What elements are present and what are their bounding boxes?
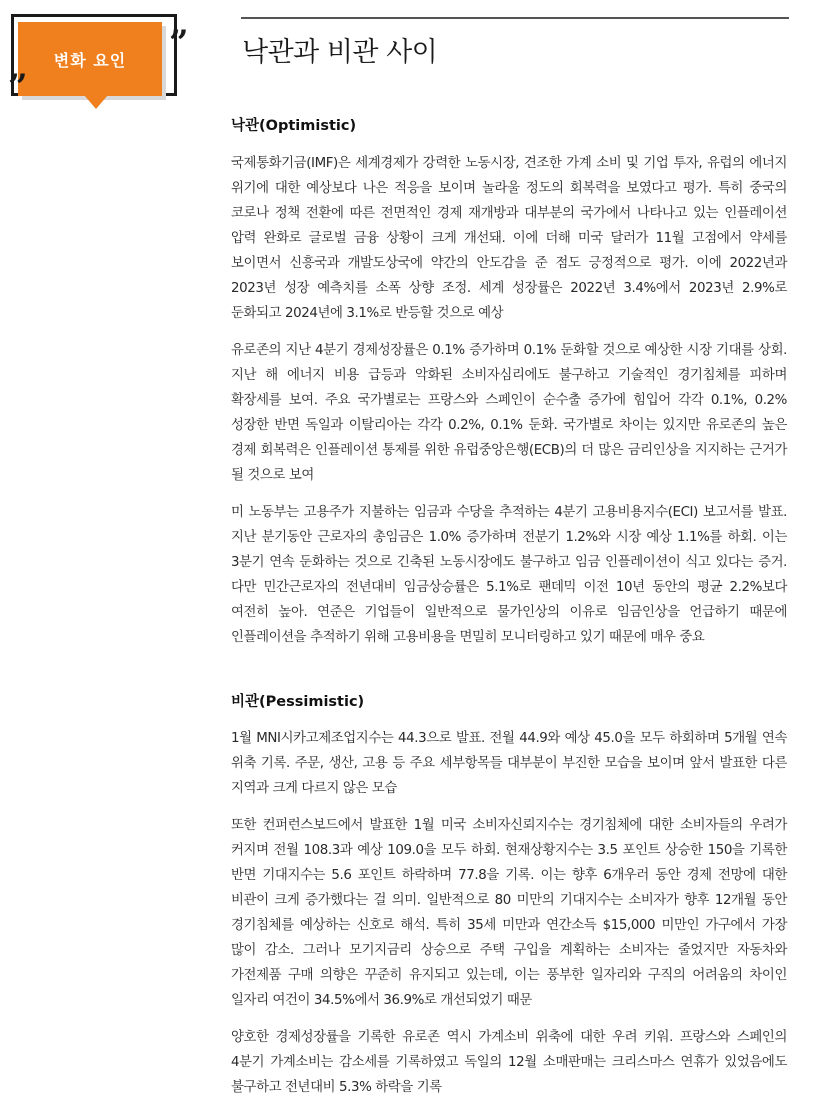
section-heading-pessimistic: 비관(Pessimistic)	[231, 694, 365, 710]
paragraph: 양호한 경제성장률을 기록한 유로존 역시 가계소비 위축에 대한 우려 키워. 프랑스와 스페인의 4분기 가계소비는 감소세를 기록하였고 독일의 12월 소매판매는 크리스마스 연휴가 있었음에도 불구하고 전년대비 5.3% 하락을 기록	[231, 1030, 787, 1095]
paragraph: 미 노동부는 고용주가 지불하는 임금과 수당을 추적하는 4분기 고용비용지수(ECI) 보고서를 발표. 지난 분기동안 근로자의 총임금은 1.0% 증가하며 전분기 1.2%와 시장 예상 1.1%를 하회. 이는 3분기 연속 둔화하는 것으로 긴축된 노동시장에도 불구하고 임금 인플레이션이 식고 있다는 증거. 다만 민간근로자의 전년대비 임금상승률은 5.1%로 팬데믹 이전 10년 동안의 평균 2.2%보다 여전히 높아. 연준은 기업들이 일반적으로 물가인상의 이유로 임금인상을 언급하기 때문에 인플레이션을 추적하기 위해 고용비용을 면밀히 모니터링하고 있기 때문에 매우 중요	[231, 505, 787, 645]
paragraph: 유로존의 지난 4분기 경제성장률은 0.1% 증가하며 0.1% 둔화할 것으로 예상한 시장 기대를 상회. 지난 해 에너지 비용 급등과 악화된 소비자심리에도 불구하고 기술적인 경기침체를 피하며 확장세를 보여. 주요 국가별로는 프랑스와 스페인이 순수출 증가에 힘입어 각각 0.1%, 0.2% 성장한 반면 독일과 이탈리아는 각각 0.2%, 0.1% 둔화. 국가별로 차이는 있지만 유로존의 높은 경제 회복력은 인플레이션 통제를 위한 유럽중앙은행(ECB)의 더 많은 금리인상을 지지하는 근거가 될 것으로 보여	[231, 343, 787, 483]
badge-label: 변화 요인	[53, 50, 127, 70]
section-badge	[18, 22, 162, 96]
close-quote-mark: ”	[169, 23, 189, 63]
paragraph: 1월 MNI시카고제조업지수는 44.3으로 발표. 전월 44.9와 예상 45.0을 모두 하회하며 5개월 연속 위축 기록. 주문, 생산, 고용 등 주요 세부항목들 대부분이 부진한 모습을 보이며 앞서 발표한 다른 지역과 크게 다르지 않은 모습	[231, 731, 787, 796]
paragraph: 또한 컨퍼런스보드에서 발표한 1월 미국 소비자신뢰지수는 경기침체에 대한 소비자들의 우려가 커지며 전월 108.3과 예상 109.0을 모두 하회. 현재상황지수는 3.5 포인트 상승한 150을 기록한 반면 기대지수는 5.6 포인트 하락하며 77.8을 기록. 이는 향후 6개우러 동안 경제 전망에 대한 비관이 크게 증가했다는 걸 의미. 일반적으로 80 미만의 기대지수는 소비자가 향후 12개월 동안 경기침체를 예상하는 신호로 해석. 특히 35세 미만과 연간소득 $15,000 미만인 가구에서 가장 많이 감소. 그러나 모기지금리 상승으로 주택 구입을 계획하는 소비자는 줄었지만 자동차와 가전제품 구매 의향은 꾸준히 유지되고 있는데, 이는 풍부한 일자리와 구직의 어려움의 차이인 일자리 여건이 34.5%에서 36.9%로 개선되었기 때문	[231, 818, 787, 1008]
title-divider	[241, 17, 789, 19]
paragraph: 국제통화기금(IMF)은 세계경제가 강력한 노동시장, 견조한 가계 소비 및 기업 투자, 유럽의 에너지 위기에 대한 예상보다 나은 적응을 보이며 놀라울 정도의 회복력을 보였다고 평가. 특히 중국의 코로나 정책 전환에 따른 전면적인 경제 재개방과 대부분의 국가에서 나타나고 있는 인플레이션 압력 완화로 글로벌 금융 상황이 크게 개선돼. 이에 더해 미국 달러가 11월 고점에서 약세를 보이면서 신흥국과 개발도상국에 약간의 안도감을 준 점도 긍정적으로 평가. 이에 2022년과 2023년 성장 예측치를 소폭 상향 조정. 세계 성장률은 2022년 3.4%에서 2023년 2.9%로 둔화되고 2024년에 3.1%로 반등할 것으로 예상	[231, 156, 787, 321]
badge-pointer	[84, 95, 108, 109]
page-title: 낙관과 비관 사이	[242, 37, 438, 68]
article-body	[231, 114, 787, 1100]
section-heading-optimistic: 낙관(Optimistic)	[231, 118, 357, 134]
open-quote-mark: ”	[8, 67, 28, 107]
